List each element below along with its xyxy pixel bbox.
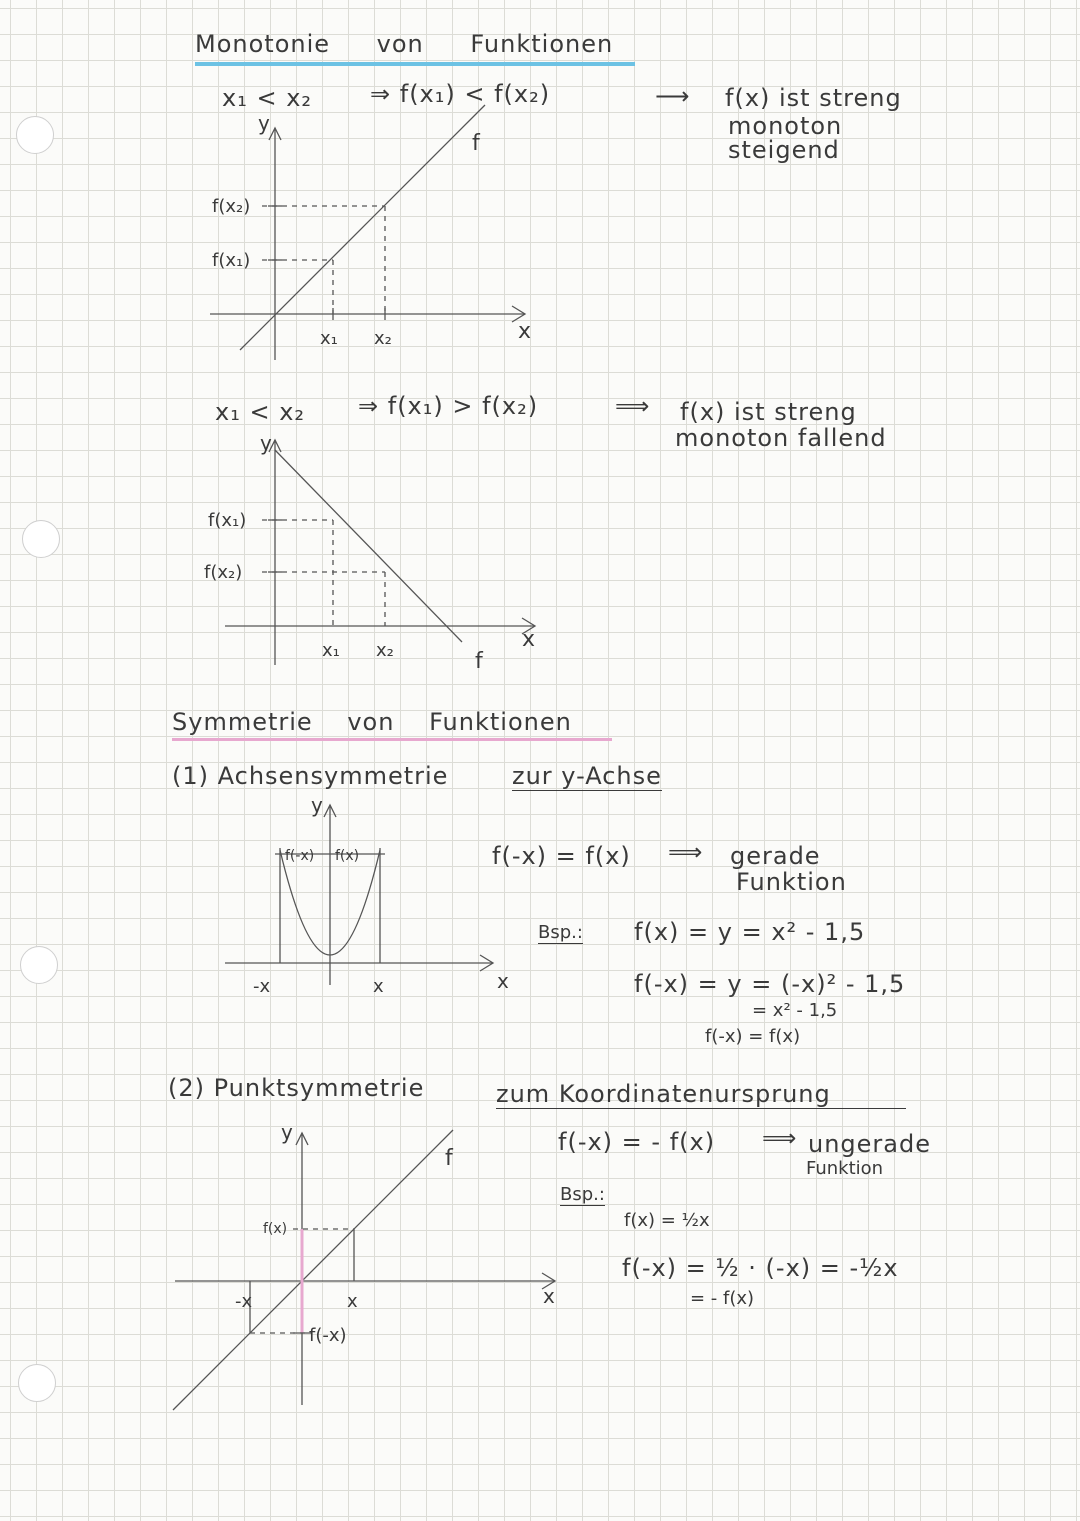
graph3-neg-x-label: -x xyxy=(253,976,271,997)
punkt-result-line1: ungerade xyxy=(808,1130,931,1158)
graph1-y-label: y xyxy=(258,111,270,135)
rule2-implication: ⇒ f(x₁) > f(x₂) xyxy=(358,392,539,420)
graph1-x-label: x xyxy=(518,319,532,344)
punkt-heading: (2) Punktsymmetrie xyxy=(168,1074,425,1102)
punch-hole xyxy=(18,1364,56,1402)
achsen-arrow: ⟹ xyxy=(668,838,704,866)
graph1-x1-label: x₁ xyxy=(320,328,338,349)
graph-odd-line xyxy=(165,1115,585,1415)
punch-hole xyxy=(16,116,54,154)
punch-hole xyxy=(20,946,58,984)
achsen-example-line3: = x² - 1,5 xyxy=(752,1000,838,1021)
rule1-arrow: ⟶ xyxy=(655,82,691,110)
graph3-y-label: y xyxy=(311,793,323,817)
graph1-x2-label: x₂ xyxy=(374,328,392,349)
symmetrie-title-word3: Funktionen xyxy=(429,708,572,736)
rule1-conclusion-line3: steigend xyxy=(728,136,840,164)
monotonie-title-word3: Funktionen xyxy=(470,30,614,58)
achsen-example-line1: f(x) = y = x² - 1,5 xyxy=(634,918,866,946)
rule1-condition: x₁ < x₂ xyxy=(222,84,313,112)
achsen-result-line2: Funktion xyxy=(736,868,847,896)
graph4-curve-label: f xyxy=(445,1146,453,1171)
graph2-fx1-label: f(x₁) xyxy=(208,510,247,531)
graph2-curve-label: f xyxy=(475,649,483,674)
graph-parabola xyxy=(225,790,525,1000)
rule1-implication: ⇒ f(x₁) < f(x₂) xyxy=(370,80,551,108)
rule2-conclusion-line1: f(x) ist streng xyxy=(680,398,857,426)
monotonie-title-word2: von xyxy=(376,30,424,58)
graph3-pos-x-label: x xyxy=(373,976,384,997)
rule1-conclusion-line1: f(x) ist streng xyxy=(725,84,902,112)
graph4-f-neg-label: f(-x) xyxy=(309,1325,347,1346)
rule1-conclusion-line2: monoton xyxy=(728,112,843,140)
graph4-pos-x-label: x xyxy=(347,1291,358,1312)
graph3-f-neg-label: f(-x) xyxy=(285,848,315,864)
achsen-heading-2: zur y-Achse xyxy=(512,762,662,790)
graph4-curve xyxy=(173,1130,453,1410)
graph2-fx2-label: f(x₂) xyxy=(204,562,243,583)
achsen-heading: (1) Achsensymmetrie xyxy=(172,762,449,790)
graph2-x1-label: x₁ xyxy=(322,640,340,661)
punch-hole xyxy=(22,520,60,558)
graph4-neg-x-label: -x xyxy=(235,1291,253,1312)
graph4-fx-label: f(x) xyxy=(263,1221,288,1237)
achsen-result-line1: gerade xyxy=(730,842,821,870)
graph1-curve xyxy=(240,105,485,350)
graph2-x2-label: x₂ xyxy=(376,640,394,661)
symmetrie-title xyxy=(172,708,612,741)
symmetrie-title-word1: Symmetrie xyxy=(172,708,313,736)
graph2-curve xyxy=(275,450,462,642)
rule2-conclusion-line2: monoton fallend xyxy=(675,424,887,452)
graph-increasing xyxy=(200,100,560,360)
punkt-heading-2: zum Koordinatenursprung xyxy=(496,1080,906,1109)
punkt-example-line2: f(-x) = ½ · (-x) = -½x xyxy=(622,1254,899,1282)
rule2-condition: x₁ < x₂ xyxy=(215,398,306,426)
monotonie-title xyxy=(195,30,635,66)
symmetrie-title-word2: von xyxy=(347,708,395,736)
rule2-arrow: ⟹ xyxy=(615,392,651,420)
graph1-curve-label: f xyxy=(472,131,480,156)
punkt-rule: f(-x) = - f(x) xyxy=(558,1128,716,1156)
achsen-example-line2: f(-x) = y = (-x)² - 1,5 xyxy=(634,970,906,998)
graph1-fx2-label: f(x₂) xyxy=(212,196,251,217)
achsen-bsp-label: Bsp.: xyxy=(538,922,583,943)
graph-decreasing xyxy=(200,420,560,680)
graph3-x-label: x xyxy=(497,969,509,993)
graph2-x-label: x xyxy=(522,627,536,652)
achsen-rule: f(-x) = f(x) xyxy=(492,842,631,870)
punkt-example-line1: f(x) = ½x xyxy=(624,1210,710,1231)
graph2-y-label: y xyxy=(260,431,272,455)
achsen-example-line4: f(-x) = f(x) xyxy=(705,1026,801,1047)
graph3-f-pos-label: f(x) xyxy=(335,848,360,864)
graph1-fx1-label: f(x₁) xyxy=(212,250,251,271)
punkt-example-line3: = - f(x) xyxy=(690,1288,755,1309)
graph4-y-label: y xyxy=(281,1120,293,1144)
punkt-result-line2: Funktion xyxy=(806,1158,884,1179)
punkt-bsp-label: Bsp.: xyxy=(560,1184,605,1205)
punkt-arrow: ⟹ xyxy=(762,1124,798,1152)
monotonie-title-word1: Monotonie xyxy=(195,30,331,58)
graph4-x-label: x xyxy=(543,1284,555,1308)
